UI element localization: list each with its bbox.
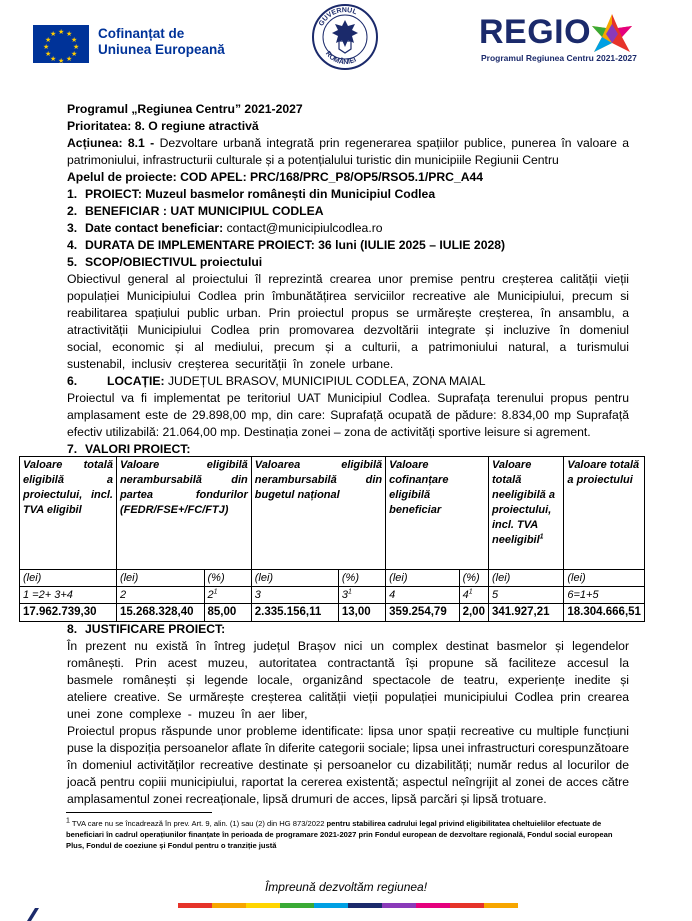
contact-label: Date contact beneficiar:: [85, 221, 227, 235]
table-header-cell: Valoare totală a proiectului: [564, 457, 645, 570]
table-cell: 1 =2+ 3+4: [20, 587, 117, 604]
call-code: Apelul de proiecte: COD APEL: PRC/168/PRC_P8/OP5/RSO5.1/PRC_A44: [67, 170, 484, 184]
regio-logo-text: REGIO: [479, 13, 592, 51]
section-number: 4.: [67, 238, 78, 252]
section-3: [67, 220, 629, 237]
footnote-text: TVA care nu se încadrează în prev. Art. 9, alin. (1) sau (2) din HG 873/2022: [69, 819, 327, 828]
cell-text: 2: [207, 589, 214, 601]
table-header-cell: Valoare totală eligibilă a proiectului, incl. TVA eligibil: [20, 457, 117, 570]
table-header-cell: Valoare cofinanțare eligibilă beneficiar: [386, 457, 489, 570]
table-row: [20, 587, 645, 604]
table-cell: (lei): [251, 570, 338, 587]
footer-color-bar: [178, 903, 518, 908]
location-value: JUDEȚUL BRASOV, MUNICIPIUL CODLEA, ZONA MAIAL: [167, 374, 486, 388]
table-cell: (lei): [20, 570, 117, 587]
table-cell: 6=1+5: [564, 587, 645, 604]
location-paragraph: Proiectul va fi implementat pe teritoriul UAT Municipiul Codlea. Suprafața terenului propus pentru amplasament este de 29.898,00 mp, din care: Suprafață ocupată de pădure: 8.834,00 mp Suprafață efectiv utilizabilă: 21.064,00 mp. Destinația zonei – zona de activități sportive leisure si agrement.: [67, 391, 629, 439]
section-4: [67, 237, 629, 254]
table-cell: [204, 587, 251, 604]
section-number: 2.: [67, 204, 78, 218]
table-cell: (%): [338, 570, 385, 587]
table-header-cell: [488, 457, 563, 570]
section-8: [67, 621, 629, 638]
table-header-text: Valoare totală neeligibilă a proiectului, incl. TVA neeligibil: [491, 459, 555, 546]
section-6: [67, 373, 629, 390]
table-cell: 5: [488, 587, 563, 604]
table-cell: (lei): [564, 570, 645, 587]
section-1-text: PROIECT: Muzeul basmelor românești din Municipiul Codlea: [85, 187, 436, 201]
section-2: [67, 203, 629, 220]
section-number: 1.: [67, 187, 78, 201]
section-number: 8.: [67, 622, 78, 636]
table-row: [20, 570, 645, 587]
superscript: 1: [348, 588, 352, 596]
footnote-marker: 1: [66, 817, 70, 825]
justification-paragraph-2: Proiectul propus răspunde unor probleme identificate: lipsa unor spații recreative cu multiple funcțiuni puse la dispoziția persoanelor aflate în diferite categorii sociale; lipsa unei infrastructuri corespunzătoare în domeniul activităților recreative destinate și persoanelor cu dizabilități; număr redus al locurilor de joacă pentru copiii municipiului, raportat la cererea existentă; aspectul neîngrijit al zonei de acces către amplasamentul zonei recreaționale, lipsă drumuri de acces, lipsă parcări și lipsă trotuare.: [67, 724, 629, 806]
table-cell: 2: [116, 587, 204, 604]
superscript: 1: [213, 588, 218, 596]
table-cell: 17.962.739,30: [20, 604, 117, 622]
corner-decoration-icon: [25, 908, 43, 921]
priority-line: Prioritatea: 8. O regiune atractivă: [67, 119, 259, 133]
section-number: 3.: [67, 221, 78, 235]
eu-flag-icon: ★ ★ ★ ★ ★ ★ ★ ★ ★ ★ ★ ★: [33, 25, 89, 63]
footnote-divider: [66, 812, 212, 813]
action-text: Dezvoltare urbană integrată prin regenerarea spațiilor publice, punerea în valoare a patrimoniului, infrastructurii culturale și a potențialului turistic din municipiile Regiunii Centru: [67, 136, 629, 167]
table-cell: 2,00: [459, 604, 488, 622]
table-row: [20, 604, 645, 622]
cell-text: 4: [462, 589, 469, 601]
location-label: LOCAȚIE:: [107, 374, 168, 388]
government-seal-icon: [311, 3, 379, 71]
table-cell: (lei): [116, 570, 204, 587]
section-7-text: VALORI PROIECT:: [85, 442, 191, 456]
objective-paragraph: Obiectivul general al proiectului îl reprezintă crearea unor premise pentru creșterea calității vieții populației Municipiului Codlea prin îmbunătățirea serviciilor recreative ale Municipiului, precum si reabilitarea spațiului public urban. Prin proiectul propus se urmărește creșterea, în ansamblu, a atractivității Municipiului Codlea prin promovarea dezvoltării integrate și incluzive în domeniul social, economic și al mediului, precum și a culturii, a patrimoniului natural, a turismului sustenabil, inclusiv creșterea securității în zonele urbane.: [67, 272, 629, 371]
table-header-cell: Valoarea eligibilă nerambursabilă din bugetul național: [251, 457, 385, 570]
table-cell: 85,00: [204, 604, 251, 622]
project-values-table: [19, 456, 645, 622]
document-body: [67, 101, 629, 458]
justification-section: [67, 621, 629, 808]
table-cell: 341.927,21: [488, 604, 563, 622]
action-paragraph: [67, 135, 629, 169]
table-header-row: [20, 457, 645, 570]
section-2-text: BENEFICIAR : UAT MUNICIPIUL CODLEA: [85, 204, 324, 218]
table-cell: [459, 587, 488, 604]
table-cell: 3: [251, 587, 338, 604]
action-label: Acțiunea: 8.1 -: [67, 136, 160, 150]
seal-text-bottom: ROMÂNIEI: [323, 50, 358, 67]
section-1: [67, 186, 629, 203]
eu-line-1: Cofinanțat de: [98, 26, 185, 41]
footnote-ref: 1: [539, 533, 544, 541]
table-cell: [338, 587, 385, 604]
section-5: [67, 254, 629, 271]
table-cell: (lei): [386, 570, 459, 587]
table-cell: 4: [386, 587, 459, 604]
cell-text: 3: [341, 589, 349, 601]
table-cell: 359.254,79: [386, 604, 459, 622]
table-cell: (%): [459, 570, 488, 587]
section-8-text: JUSTIFICARE PROIECT:: [85, 622, 226, 636]
seal-text-top: GUVERNUL: [317, 6, 358, 28]
footnote-bold-text: pentru stabilirea cadrului legal privind eligibilitatea cheltuielilor efectuate de beneficiari în cadrul operațiunilor finanțate în perioada de programare 2021-2027 prin Fondul european de dezvoltare regională, Fondul social european Plus, Fondul de coeziune și Fondul pentru o tranziție justă: [66, 819, 613, 850]
section-number: 6.: [67, 374, 78, 388]
section-4-text: DURATA DE IMPLEMENTARE PROIECT: 36 luni (IULIE 2025 – IULIE 2028): [85, 238, 506, 252]
eu-cofinance-label: [98, 26, 225, 58]
regio-star-icon: [590, 12, 634, 54]
superscript: 1: [468, 588, 473, 596]
section-number: 5.: [67, 255, 78, 269]
table-cell: 2.335.156,11: [251, 604, 338, 622]
program-title: Programul „Regiunea Centru” 2021-2027: [67, 102, 303, 116]
table-cell: 18.304.666,51: [564, 604, 645, 622]
table-cell: (%): [204, 570, 251, 587]
regio-program-subtitle: Programul Regiunea Centru 2021-2027: [481, 53, 637, 63]
footnote: [66, 818, 632, 851]
table-cell: 15.268.328,40: [116, 604, 204, 622]
contact-email: contact@municipiulcodlea.ro: [226, 221, 383, 235]
table-cell: 13,00: [338, 604, 385, 622]
justification-paragraph-1: În prezent nu există în întreg județul Brașov nici un complex destinat basmelor și legendelor românești. Prin acest muzeu, autoritatea contractantă își propune să faciliteze accesul la basmele românești și legende locale, organizând spectacole de teatru, experiențe inedite și ateliere creative. Se urmărește creșterea calității vieții populației municipiului Codlea prin crearea unei zone complexe - muzeu în aer liber,: [67, 639, 629, 721]
section-5-text: SCOP/OBIECTIVUL proiectului: [85, 255, 263, 269]
table-header-cell: Valoare eligibilă nerambursabilă din partea fondurilor (FEDR/FSE+/FC/FTJ): [116, 457, 251, 570]
footer-motto: Împreună dezvoltăm regiunea!: [264, 880, 428, 894]
section-number: 7.: [67, 442, 78, 456]
eu-line-2: Uniunea Europeană: [98, 42, 225, 57]
table-cell: (lei): [488, 570, 563, 587]
